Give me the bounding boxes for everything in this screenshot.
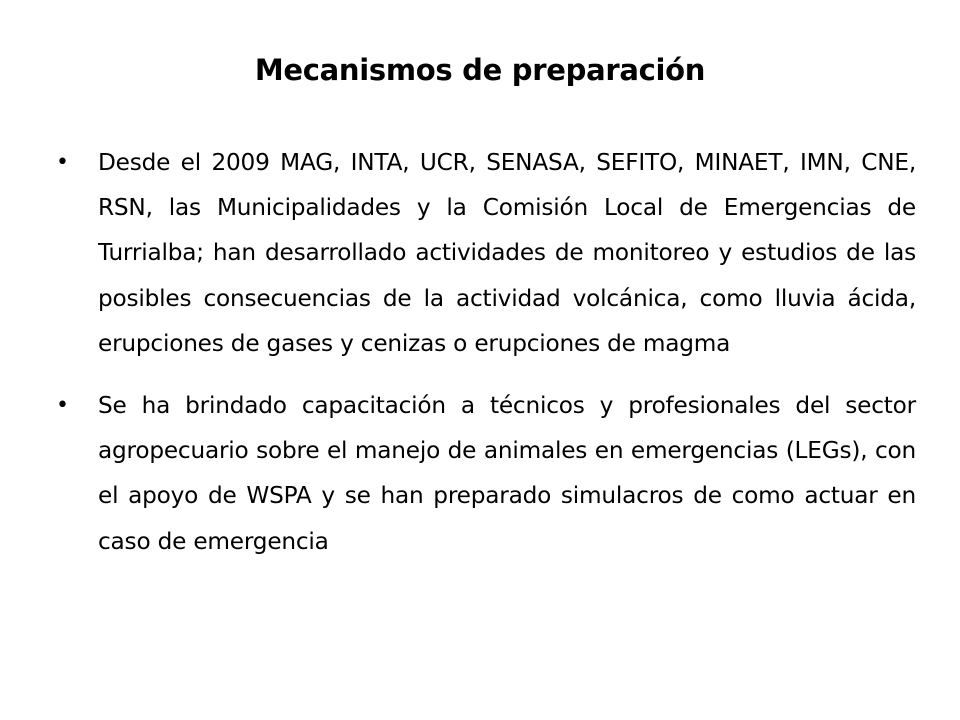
- bullet-icon: •: [56, 150, 69, 175]
- bullet-icon: •: [56, 393, 69, 419]
- bullet-item: [56, 140, 916, 366]
- bullet-list: [56, 140, 916, 581]
- bullet-item: [56, 383, 916, 564]
- slide-title: Mecanismos de preparación: [254, 53, 706, 87]
- bullet-text: Desde el 2009 MAG, INTA, UCR, SENASA, SEFITO, MINAET, IMN, CNE, RSN, las Municipalidades y la Comisión Local de Emergencias de Turrialba; han desarrollado actividades de monitoreo y estudios de las posibles consecuencias de la actividad volcánica, como lluvia ácida, erupciones de gases y cenizas o erupciones de magma: [98, 149, 916, 357]
- bullet-text: Se ha brindado capacitación a técnicos y profesionales del sector agropecuario sobre el manejo de animales en emergencias (LEGs), con el apoyo de WSPA y se han preparado simulacros de como actuar en caso de emergencia: [98, 392, 916, 555]
